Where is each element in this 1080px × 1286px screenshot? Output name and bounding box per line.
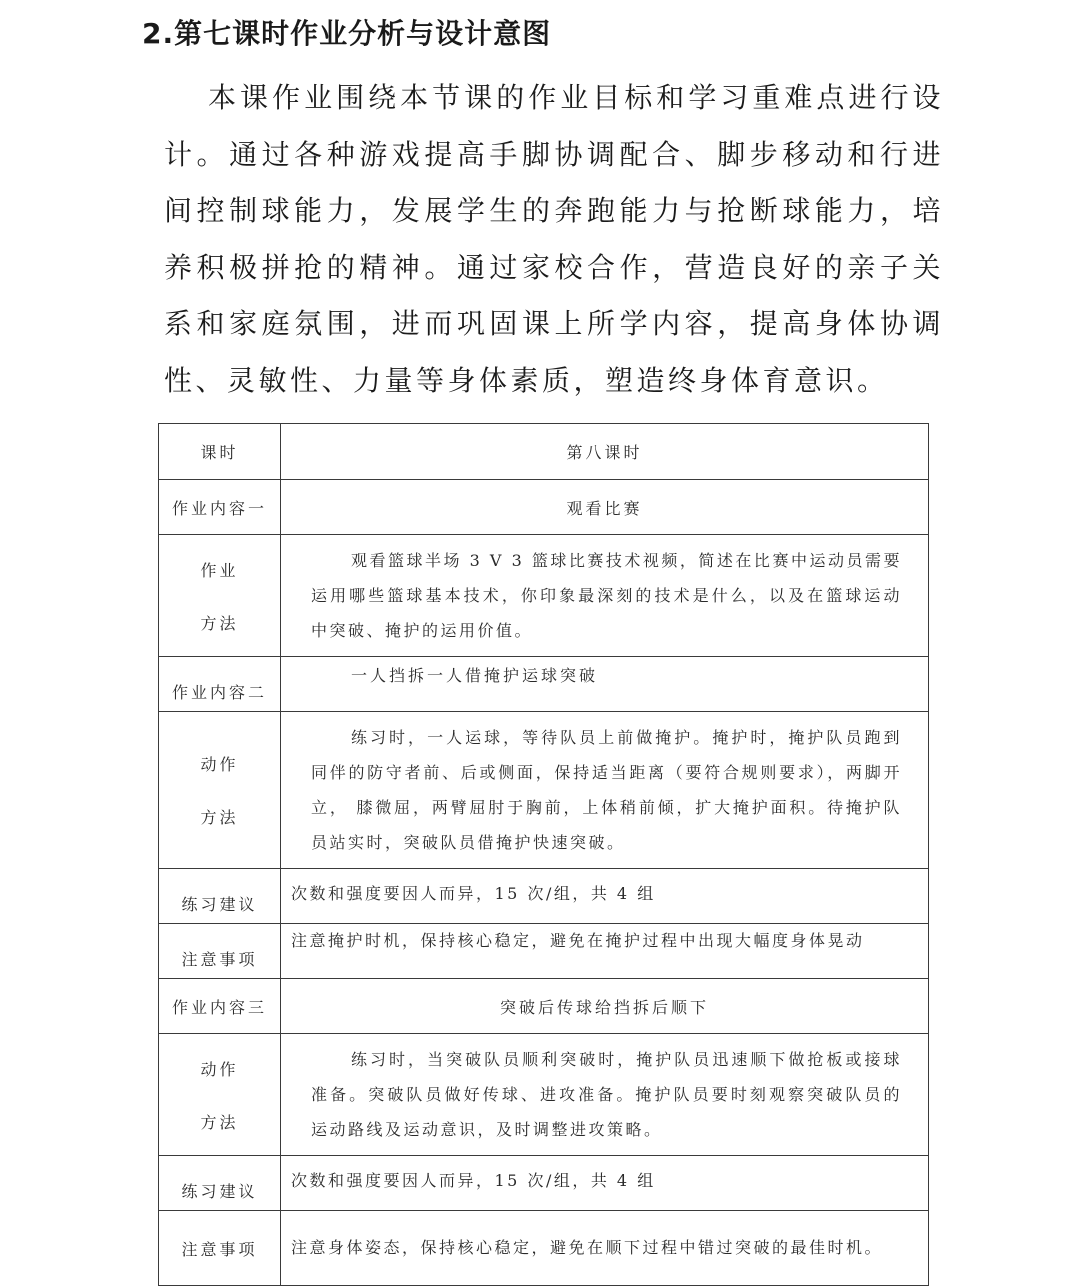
table-row	[159, 712, 929, 869]
method1-label-line2: 方法	[200, 613, 239, 633]
suggest3-label: 练习建议	[159, 1156, 281, 1211]
content1-value: 观看比赛	[281, 480, 929, 535]
action3-label-line1: 动作	[200, 1059, 239, 1079]
action2-text: 练习时，一人运球，等待队员上前做掩护。掩护时，掩护队员跑到同伴的防守者前、后或侧面，保持适当距离（要符合规则要求），两脚开立， 膝微屈，两臂屈肘于胸前，上体稍前倾，扩大掩护面积。待掩护队员站实时，突破队员借掩护快速突破。	[281, 712, 929, 869]
table-row	[159, 869, 929, 924]
action2-label-line1: 动作	[200, 755, 239, 774]
table-row	[159, 480, 929, 535]
action3-label-line2: 方法	[200, 1112, 239, 1132]
lesson-value: 第八课时	[281, 424, 929, 480]
notice3-label: 注意事项	[159, 1211, 281, 1286]
suggest2-label: 练习建议	[159, 869, 281, 924]
content1-label: 作业内容一	[159, 480, 281, 535]
intro-paragraph: 本课作业围绕本节课的作业目标和学习重难点进行设计。通过各种游戏提高手脚协调配合、脚步移动和行进间控制球能力，发展学生的奔跑能力与抢断球能力，培养积极拼抢的精神。通过家校合作，营造良好的亲子关系和家庭氛围，进而巩固课上所学内容，提高身体协调性、灵敏性、力量等身体素质，塑造终身体育意识。	[164, 81, 944, 397]
suggest3-text: 次数和强度要因人而异，15 次/组，共 4 组	[281, 1156, 929, 1211]
content3-label: 作业内容三	[159, 979, 281, 1034]
content3-value: 突破后传球给挡拆后顺下	[281, 979, 929, 1034]
method1-text: 观看篮球半场 3 V 3 篮球比赛技术视频，简述在比赛中运动员需要运用哪些篮球基本技术，你印象最深刻的技术是什么，以及在篮球运动中突破、掩护的运用价值。	[281, 535, 929, 657]
table-row	[159, 535, 929, 657]
table-row	[159, 924, 929, 979]
notice2-label: 注意事项	[159, 924, 281, 979]
action3-text: 练习时，当突破队员顺利突破时，掩护队员迅速顺下做抢板或接球准备。突破队员做好传球、进攻准备。掩护队员要时刻观察突破队员的运动路线及运动意识，及时调整进攻策略。	[281, 1034, 929, 1156]
action2-label	[159, 712, 281, 869]
table-row	[159, 657, 929, 712]
lesson-label: 课时	[159, 424, 281, 480]
table-row	[159, 1034, 929, 1156]
table-row	[159, 1211, 929, 1286]
notice2-text: 注意掩护时机，保持核心稳定，避免在掩护过程中出现大幅度身体晃动	[281, 924, 929, 979]
table-row	[159, 424, 929, 480]
section-heading: 2.第七课时作业分析与设计意图	[142, 17, 552, 50]
action3-label	[159, 1034, 281, 1156]
homework-table	[158, 423, 929, 1286]
table-row	[159, 979, 929, 1034]
notice3-text: 注意身体姿态，保持核心稳定，避免在顺下过程中错过突破的最佳时机。	[281, 1211, 929, 1286]
table-row	[159, 1156, 929, 1211]
method1-label-line1: 作业	[200, 560, 239, 580]
content2-label: 作业内容二	[159, 657, 281, 712]
method1-label	[159, 535, 281, 657]
content2-value: 一人挡拆一人借掩护运球突破	[281, 657, 929, 712]
action2-label-line2: 方法	[200, 808, 239, 827]
suggest2-text: 次数和强度要因人而异，15 次/组，共 4 组	[281, 869, 929, 924]
